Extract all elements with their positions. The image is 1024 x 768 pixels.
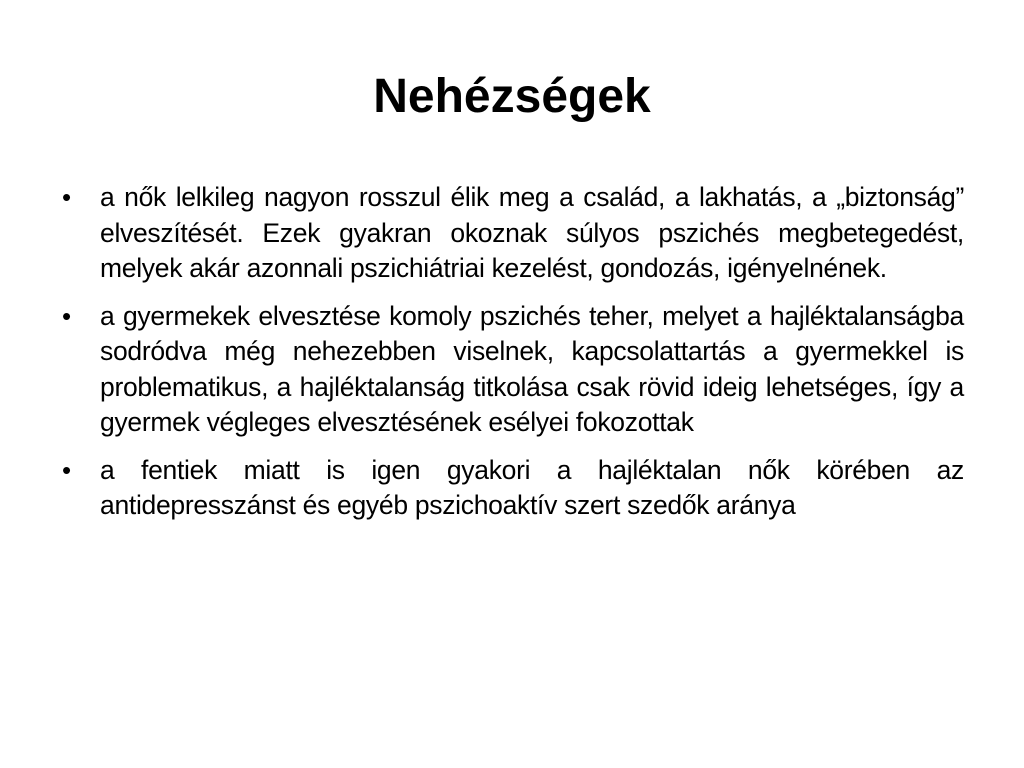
bullet-text: a gyermekek elvesztése komoly pszichés teher, melyet a hajléktalanságba sodródva még nehezebben viselnek, kapcsolattartás a gyermekkel is problematikus, a hajléktalanság titkolása csak rövid ideig lehetséges, így a gyermek végleges elvesztésének esélyei fokozottak	[100, 300, 964, 437]
bullet-list	[62, 180, 964, 536]
bullet-item-1	[62, 180, 964, 287]
bullet-text: a fentiek miatt is igen gyakori a hajléktalan nők körében az antidepresszánst és egyéb pszichoaktív szert szedők aránya	[100, 454, 964, 520]
bullet-item-2	[62, 299, 964, 441]
slide-title: Nehézségek	[373, 70, 651, 123]
bullet-text: a nők lelkileg nagyon rosszul élik meg a család, a lakhatás, a „biztonság” elveszítését. Ezek gyakran okoznak súlyos pszichés megbetegedést, melyek akár azonnali pszichiátriai kezelést, gondozás, igényelnének.	[100, 182, 964, 283]
bullet-icon: •	[62, 182, 71, 212]
bullet-item-3	[62, 453, 964, 524]
bullet-icon: •	[62, 300, 71, 331]
bullet-icon: •	[62, 454, 71, 485]
